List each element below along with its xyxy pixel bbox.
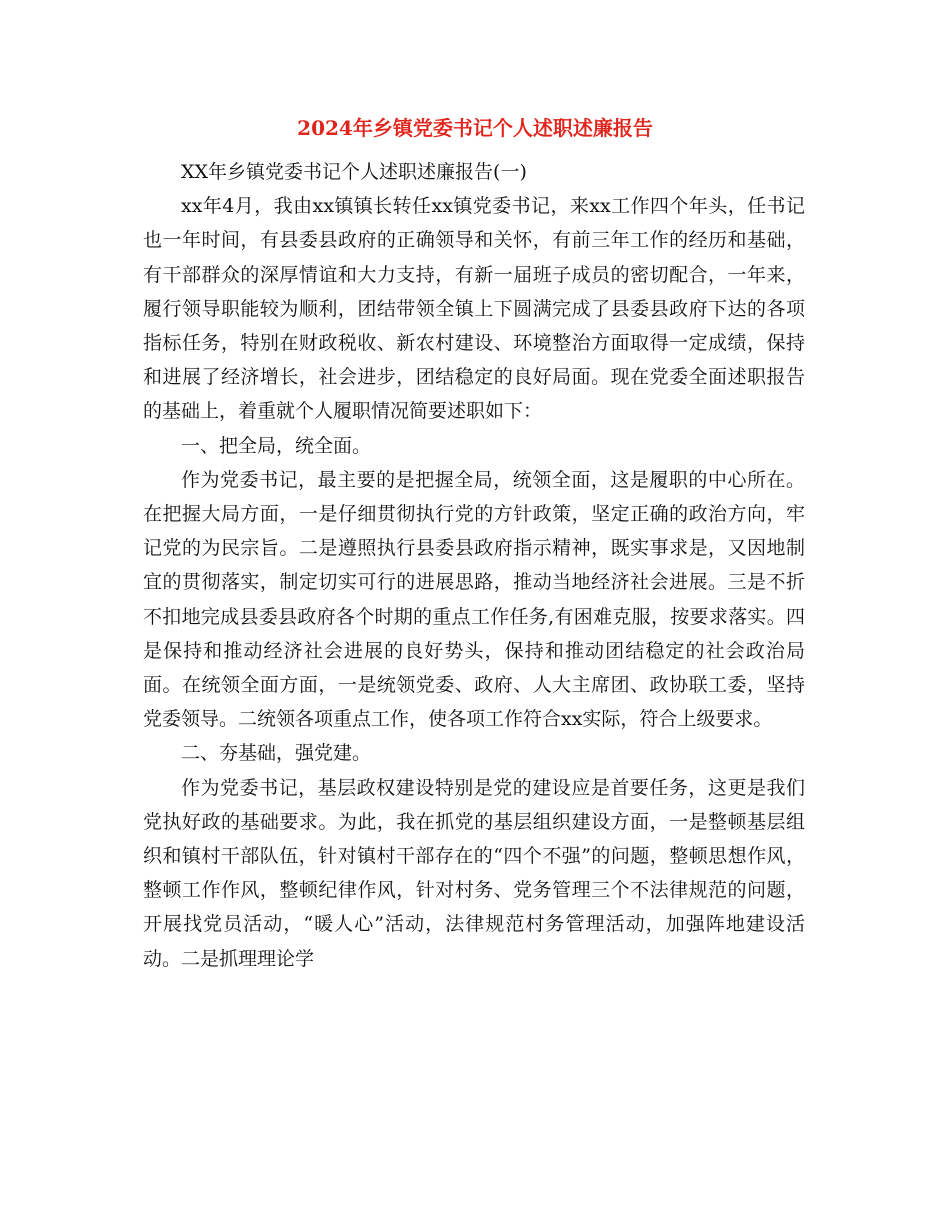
section-1-paragraph: 作为党委书记，最主要的是把握全局，统领全面，这是履职的中心所在。在把握大局方面，一是仔细贯彻执行党的方针政策，坚定正确的政治方向，牢记党的为民宗旨。二是遵照执行县委县政府指示精神，既实事求是，又因地制宜的贯彻落实，制定切实可行的进展思路，推动当地经济社会进展。三是不折不扣地完成县委县政府各个时期的重点工作任务,有困难克服，按要求落实。四是保持和推动经济社会进展的良好势头，保持和推动团结稳定的社会政治局面。在统领全面方面，一是统领党委、政府、人大主席团、政协联工委，坚持党委领导。二统领各项重点工作，使各项工作符合xx实际，符合上级要求。 <box>143 468 805 731</box>
intro-paragraph: xx年4月，我由xx镇镇长转任xx镇党委书记，来xx工作四个年头，任书记也一年时间，有县委县政府的正确领导和关怀，有前三年工作的经历和基础，有干部群众的深厚情谊和大力支持，有新一届班子成员的密切配合，一年来，履行领导职能较为顺利，团结带领全镇上下圆满完成了县委县政府下达的各项指标任务，特别在财政税收、新农村建设、环境整治方面取得一定成绩，保持和进展了经济增长，社会进步，团结稳定的良好局面。现在党委全面述职报告的基础上，着重就个人履职情况简要述职如下： <box>143 195 805 423</box>
subtitle-paragraph: XX年乡镇党委书记个人述职述廉报告(一) <box>181 161 527 183</box>
section-2-paragraph: 作为党委书记，基层政权建设特别是党的建设应是首要任务，这更是我们党执好政的基础要求。为此，我在抓党的基层组织建设方面，一是整顿基层组织和镇村干部队伍，针对镇村干部存在的“四个不强”的问题，整顿思想作风，整顿工作作风，整顿纪律作风，针对村务、党务管理三个不法律规范的问题，开展找党员活动，“暖人心”活动，法律规范村务管理活动，加强阵地建设活动。二是抓理理论学 <box>143 776 805 970</box>
section-heading-1: 一、把全局，统全面。 <box>181 434 372 457</box>
document-title: 2024年乡镇党委书记个人述职述廉报告 <box>297 116 653 140</box>
document-body <box>143 155 805 976</box>
section-heading-2: 二、夯基础，强党建。 <box>181 742 372 765</box>
